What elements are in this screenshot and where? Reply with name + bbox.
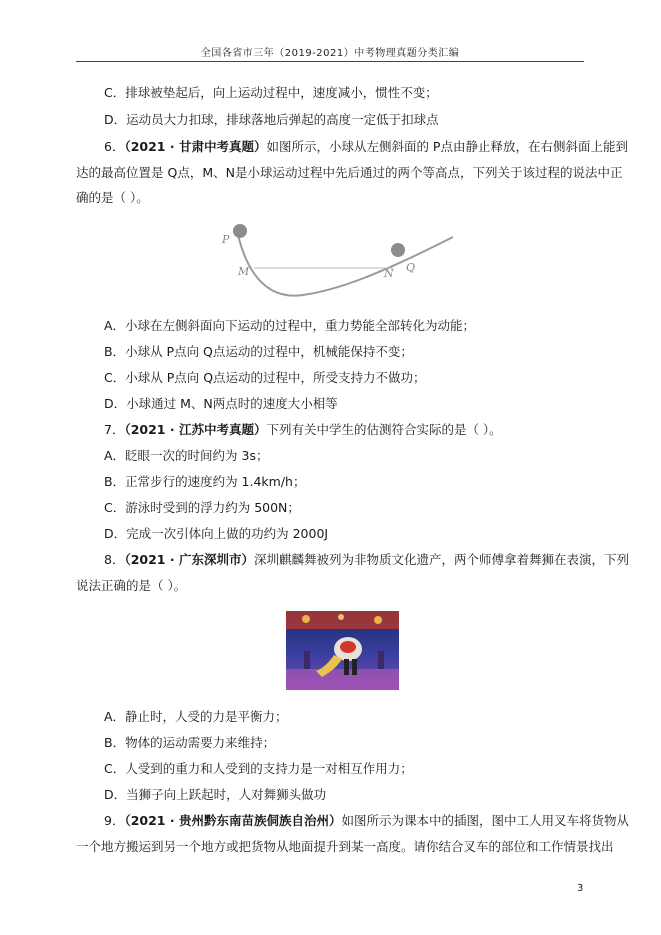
question-6-line1 [104,139,628,155]
question-8-option-a: A．静止时，人受的力是平衡力； [104,709,288,724]
question-6-option-a: A．小球在左侧斜面向下运动的过程中，重力势能全部转化为动能； [104,318,476,333]
question-8-option-d: D．当狮子向上跃起时，人对舞狮头做功 [104,787,327,802]
question-7-line1 [104,422,502,438]
question-6-line3: 确的是（ ）。 [76,190,149,205]
label-q: Q [406,261,416,274]
prev-option-d: D．运动员大力扣球，排球落地后弹起的高度一定低于扣球点 [104,112,439,127]
question-7-option-b: B．正常步行的速度约为 1.4km/h； [104,474,306,489]
ball-at-q [391,243,405,257]
question-9-number: 9． [104,813,125,828]
prev-option-c: C．排球被垫起后，向上运动过程中，速度减小，惯性不变； [104,85,438,100]
question-7-source: （2021 · 江苏中考真题） [124,422,267,437]
performer-figure [378,651,384,669]
question-8-option-c: C．人受到的重力和人受到的支持力是一对相互作用力； [104,761,413,776]
lion-face [340,641,356,653]
ramp-curve [238,235,453,296]
question-8-source: （2021 · 广东深圳市） [124,552,254,567]
question-7-text: 下列有关中学生的估测符合实际的是（ ）。 [266,422,502,437]
question-6-option-d: D．小球通过 M、N两点时的速度大小相等 [104,396,338,411]
question-7-option-d: D．完成一次引体向上做的功约为 2000J [104,526,329,541]
question-7-option-c: C．游泳时受到的浮力约为 500N； [104,500,300,515]
question-8-line2: 说法正确的是（ ）。 [76,578,187,593]
ramp-figure [218,215,458,305]
label-p: P [222,233,230,246]
page-header: 全国各省市三年（2019-2021）中考物理真题分类汇编 [200,48,460,59]
question-6-option-b: B．小球从 P点向 Q点运动的过程中，机械能保持不变； [104,344,413,359]
question-6-text: 如图所示，小球从左侧斜面的 P点由静止释放，在右侧斜面上能到 [266,139,628,154]
question-9-line2: 一个地方搬运到另一个地方或把货物从地面提升到某一高度。请你结合叉车的部位和工作情景找出 [76,839,614,854]
question-8-line1 [104,552,629,568]
stage-light [338,614,344,620]
stage-light [302,615,310,623]
header-divider [76,61,584,62]
stage-light [374,616,382,624]
performer-figure [304,651,310,669]
question-7-number: 7． [104,422,125,437]
question-8-text: 深圳麒麟舞被列为非物质文化遗产，两个师傅拿着舞狮在表演，下列 [253,552,629,567]
page-number: 3 [577,883,584,894]
label-m: M [238,265,250,278]
lion-dance-photo [286,611,399,690]
ball-at-p [233,224,247,238]
question-8-number: 8． [104,552,125,567]
label-n: N [384,267,394,280]
dancer-leg [352,659,357,675]
question-6-line2: 达的最高位置是 Q点，M、N是小球运动过程中先后通过的两个等高点，下列关于该过程的说法中正 [76,165,623,180]
question-7-option-a: A．眨眼一次的时间约为 3s； [104,448,269,463]
question-9-source: （2021 · 贵州黔东南苗族侗族自治州） [124,813,342,828]
question-8-option-b: B．物体的运动需要力来维持； [104,735,276,750]
stage-floor [286,669,399,690]
question-9-line1 [104,813,629,829]
question-6-option-c: C．小球从 P点向 Q点运动的过程中，所受支持力不做功； [104,370,426,385]
dancer-leg [344,659,349,675]
question-6-number: 6． [104,139,125,154]
question-9-text: 如图所示为课本中的插图，图中工人用叉车将货物从 [341,813,629,828]
question-6-source: （2021 · 甘肃中考真题） [124,139,267,154]
